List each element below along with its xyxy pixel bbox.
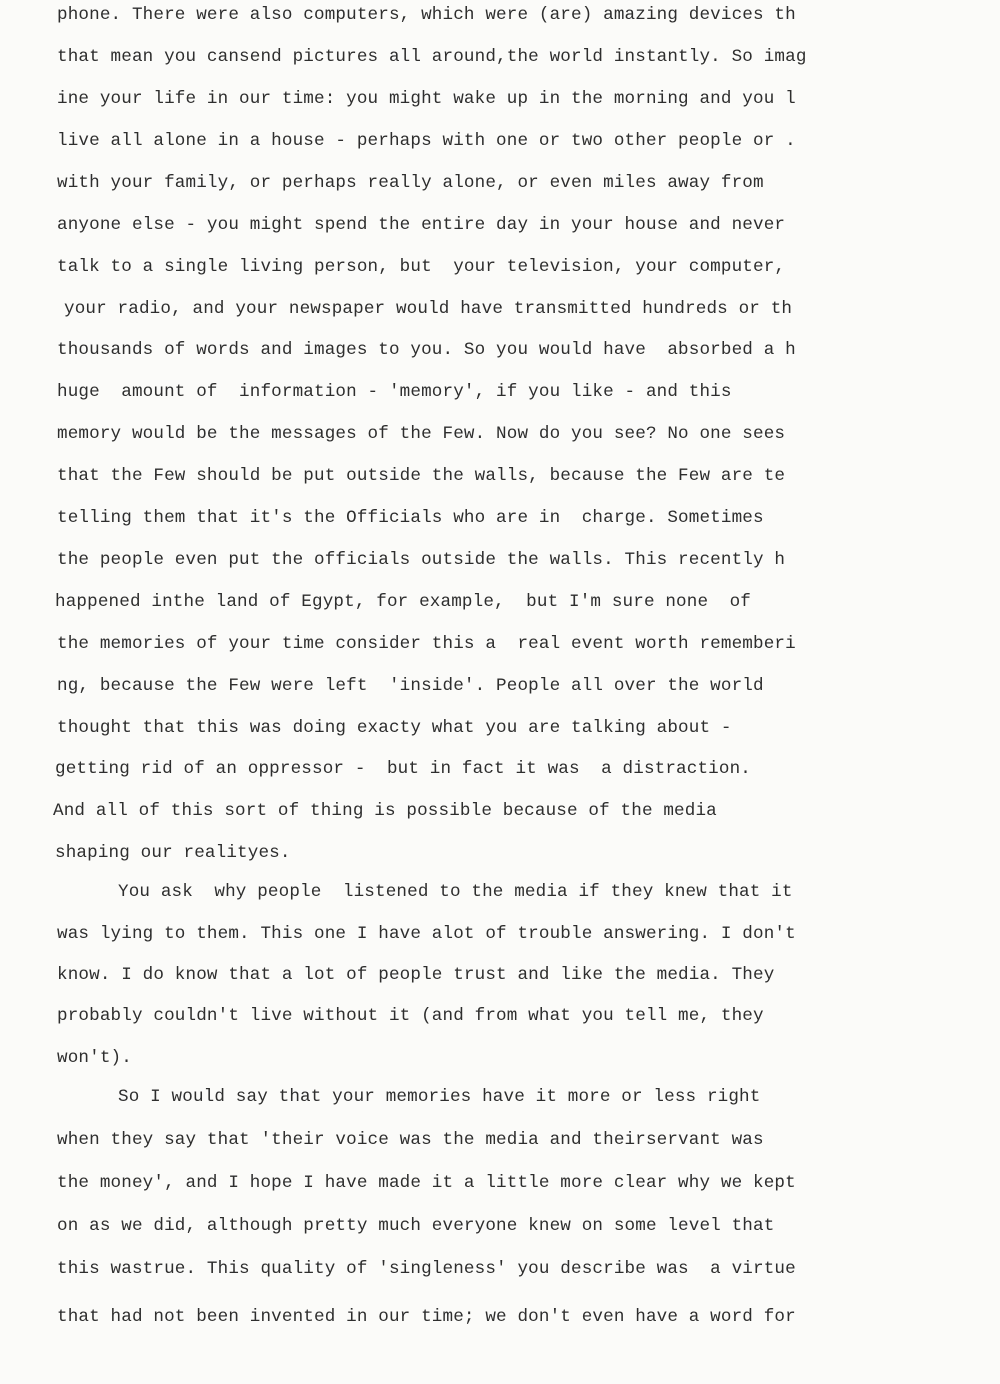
text-line: huge amount of information - 'memory', if you like - and this [57,382,732,402]
text-line: ine your life in our time: you might wake up in the morning and you l [57,89,796,109]
text-line: your radio, and your newspaper would have transmitted hundreds or th [64,299,793,319]
text-line: with your family, or perhaps really alone, or even miles away from [57,173,764,193]
text-line: phone. There were also computers, which were (are) amazing devices th [57,5,796,25]
text-line: that mean you cansend pictures all around,the world instantly. So imag [57,47,807,67]
text-line: memory would be the messages of the Few. Now do you see? No one sees [57,424,786,444]
text-line: ng, because the Few were left 'inside'. People all over the world [57,676,764,696]
text-line: You ask why people listened to the media if they knew that it [118,882,793,902]
text-line: thought that this was doing exacty what you are talking about - [57,718,732,738]
text-line: that the Few should be put outside the walls, because the Few are te [57,466,786,486]
text-line: the people even put the officials outside the walls. This recently h [57,550,786,570]
text-line: on as we did, although pretty much everyone knew on some level that [57,1216,775,1236]
text-line: when they say that 'their voice was the media and theirservant was [57,1130,764,1150]
text-line: this wastrue. This quality of 'singleness' you describe was a virtue [57,1259,796,1279]
text-line: So I would say that your memories have it more or less right [118,1087,761,1107]
text-line: happened inthe land of Egypt, for example, but I'm sure none of [55,592,752,612]
text-line: telling them that it's the Officials who are in charge. Sometimes [57,508,764,528]
text-line: anyone else - you might spend the entire day in your house and never [57,215,786,235]
text-line: thousands of words and images to you. So you would have absorbed a h [57,340,796,360]
text-line: was lying to them. This one I have alot of trouble answering. I don't [57,924,796,944]
text-line: probably couldn't live without it (and from what you tell me, they [57,1006,764,1026]
text-line: that had not been invented in our time; we don't even have a word for [57,1307,796,1327]
text-line: won't). [57,1048,132,1068]
text-line: talk to a single living person, but your television, your computer, [57,257,786,277]
text-line: live all alone in a house - perhaps with one or two other people or . [57,131,796,151]
text-line: And all of this sort of thing is possible because of the media [53,801,717,821]
text-line: know. I do know that a lot of people trust and like the media. They [57,965,775,985]
text-line: the memories of your time consider this a real event worth rememberi [57,634,796,654]
text-line: getting rid of an oppressor - but in fact it was a distraction. [55,759,752,779]
text-line: the money', and I hope I have made it a little more clear why we kept [57,1173,796,1193]
text-line: shaping our realityes. [55,843,291,863]
